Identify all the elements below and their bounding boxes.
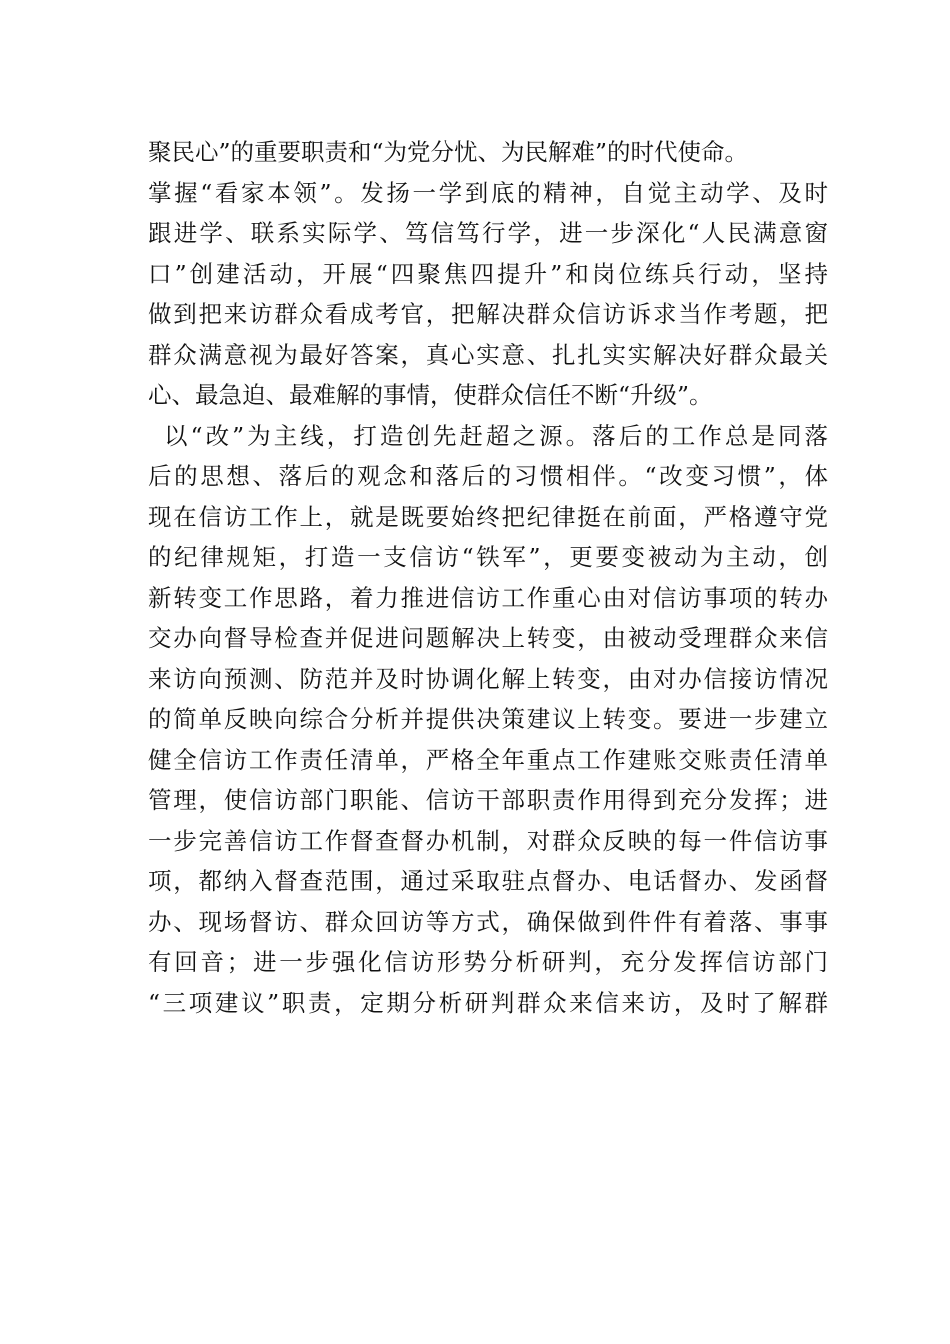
- text-line: 办、现场督访、群众回访等方式，确保做到件件有着落、事事: [148, 907, 828, 936]
- text-line: 心、最急迫、最难解的事情，使群众信任不断“升级”。: [148, 381, 713, 409]
- text-line: 口”创建活动，开展“四聚焦四提升”和岗位练兵行动，坚持: [148, 259, 828, 288]
- text-line: 聚民心”的重要职责和“为党分忧、为民解难”的时代使命。: [148, 138, 749, 166]
- text-line: 新转变工作思路，着力推进信访工作重心由对信访事项的转办: [148, 583, 828, 612]
- text-line: 健全信访工作责任清单，严格全年重点工作建账交账责任清单: [148, 745, 828, 774]
- text-line: 交办向督导检查并促进问题解决上转变，由被动受理群众来信: [148, 624, 828, 652]
- text-line: 的简单反映向综合分析并提供决策建议上转变。要进一步建立: [148, 705, 828, 733]
- body-text: [148, 132, 828, 1023]
- text-line: “三项建议”职责，定期分析研判群众来信来访，及时了解群: [148, 988, 828, 1017]
- text-line: 管理，使信访部门职能、信访干部职责作用得到充分发挥；进: [148, 786, 828, 814]
- paragraph-first-line: 以“改”为主线，打造创先赶超之源。落后的工作总是同落: [164, 421, 828, 450]
- text-line: 的纪律规矩，打造一支信访“铁军”，更要变被动为主动，创: [148, 543, 828, 571]
- text-line: 项，都纳入督查范围，通过采取驻点督办、电话督办、发函督: [148, 867, 828, 895]
- text-line: 群众满意视为最好答案，真心实意、扎扎实实解决好群众最关: [148, 340, 828, 369]
- text-line: 来访向预测、防范并及时协调化解上转变，由对办信接访情况: [148, 664, 828, 693]
- text-line: 跟进学、联系实际学、笃信笃行学，进一步深化“人民满意窗: [148, 219, 828, 247]
- text-line: 做到把来访群众看成考官，把解决群众信访诉求当作考题，把: [148, 300, 828, 328]
- text-line: 后的思想、落后的观念和落后的习惯相伴。“改变习惯”，体: [148, 462, 828, 490]
- text-line: 现在信访工作上，就是既要始终把纪律挺在前面，严格遵守党: [148, 502, 828, 531]
- text-line: 有回音；进一步强化信访形势分析研判，充分发挥信访部门: [148, 948, 828, 976]
- text-line: 一步完善信访工作督查督办机制，对群众反映的每一件信访事: [148, 826, 828, 855]
- text-line: 掌握“看家本领”。发扬一学到底的精神，自觉主动学、及时: [148, 178, 828, 207]
